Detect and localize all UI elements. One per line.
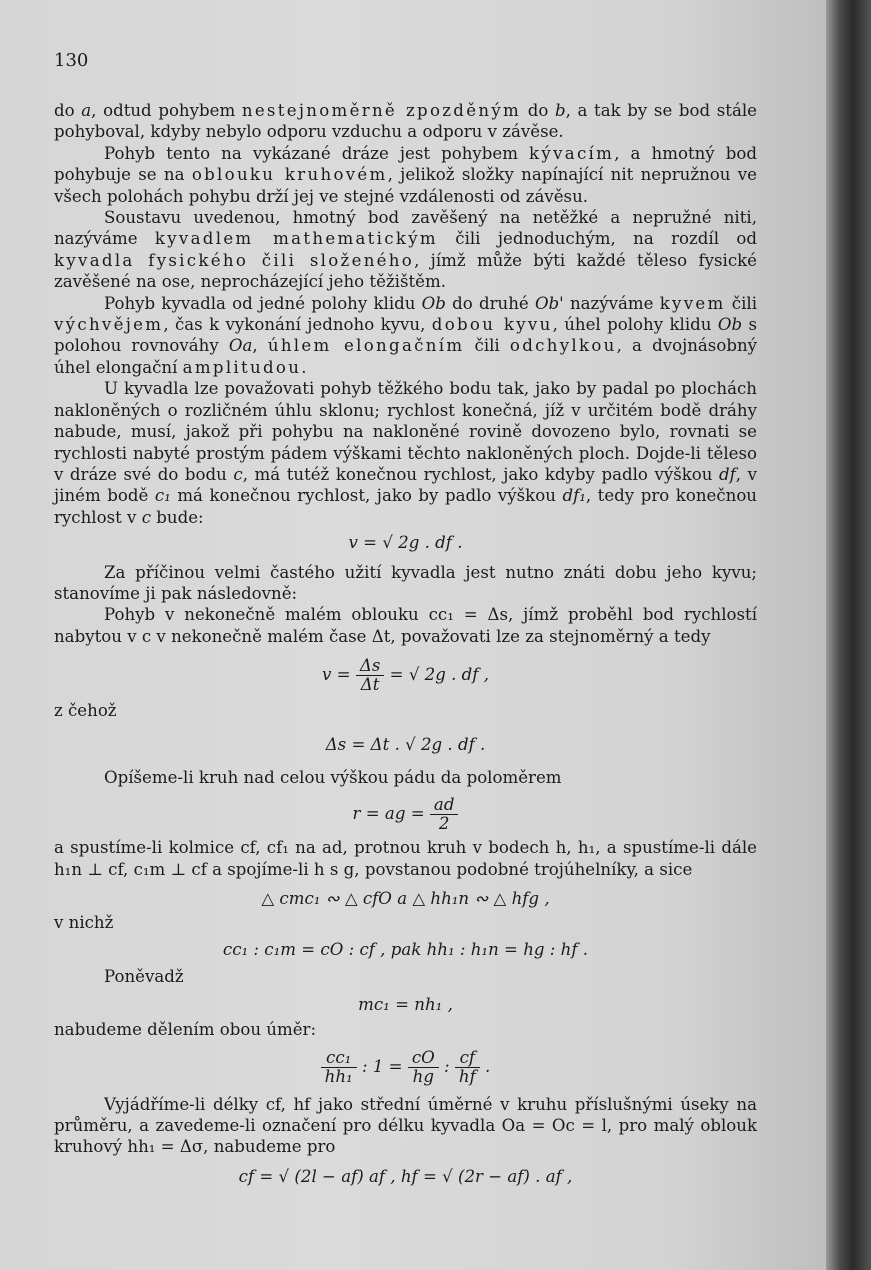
- paragraph-1: do a, odtud pohybem nestejnoměrně zpozděným do b, a tak by se bod stále pohyboval, kdyby nebylo odporu vzduchu a odporu v závěse.: [54, 101, 757, 142]
- equation-velocity: v = √ 2g . df .: [348, 533, 463, 553]
- equation-ds: Δs = Δt . √ 2g . df .: [325, 734, 486, 754]
- paragraph-8: Opíšeme-li kruh nad celou výškou pádu da poloměrem: [104, 767, 562, 787]
- equation-mc-nh: mc₁ = nh₁ ,: [358, 994, 453, 1014]
- label-z-ceho: z čehož: [54, 701, 117, 721]
- fraction-ad-2: $\frac{ad}{2}$: [430, 796, 459, 833]
- fraction-cf-hf: $\frac{cf}{hf}$: [455, 1049, 480, 1086]
- equation-division: $\frac{\text{cc₁}}{\text{hh₁}}$ : 1 = $\frac{cO}{hg}$ : $\frac{cf}{hf}$ .: [54, 1049, 757, 1086]
- paragraph-5: U kyvadla lze považovati pohyb těžkého bodu tak, jako by padal po plochách nakloněných o rozličném úhlu sklonu; rychlost konečná, jíž v určitém bodě dráhy nabude, musí, jakož při pohybu na nakloněné rovině dovozeno bylo, rovnati se rychlosti nabyté prostým pádem výškami těchto nakloněných ploch. Dojde-li těleso v dráze své do bodu c, má tutéž konečnou rychlost, jako kdyby padlo výškou df, v jiném bodě c₁ má konečnou rychlost, jako by padlo výškou df₁, tedy pro konečnou rychlost v c bude:: [54, 379, 757, 527]
- label-ponevadz: Poněvadž: [104, 967, 184, 987]
- equation-cf-hf: cf = √ (2l − af) af , hf = √ (2r − af) . af ,: [238, 1166, 573, 1186]
- fraction-ds-dt: $\frac{\Delta s}{\Delta t}$: [356, 657, 385, 694]
- paragraph-3: Soustavu uvedenou, hmotný bod zavěšený na netěžké a nepružné niti, nazýváme kyvadlem mathematickým čili jednoduchým, na rozdíl od kyvadla fysického čili složeného, jímž může býti každé těleso fysické zavěšené na ose, neprocházející jeho těžištěm.: [54, 208, 757, 292]
- fraction-cO-hg: $\frac{cO}{hg}$: [408, 1049, 439, 1086]
- paragraph-6: Za příčinou velmi častého užití kyvadla jest nutno znáti dobu jeho kyvu; stanovíme ji pak následovně:: [54, 562, 757, 603]
- fraction-cc1-hh1: $\frac{\text{cc₁}}{\text{hh₁}}$: [321, 1049, 357, 1086]
- body-text: [54, 100, 757, 1187]
- book-gutter: [826, 0, 871, 1270]
- equation-ratio: v = $\frac{\Delta s}{\Delta t}$ = √ 2g . df ,: [322, 656, 489, 695]
- equation-proportions: cc₁ : c₁m = cO : cf , pak hh₁ : h₁n = hg : hf .: [222, 940, 589, 959]
- paragraph-4: Pohyb kyvadla od jedné polohy klidu Ob do druhé Ob' nazýváme kyvem čili výchvějem, čas k vykonání jednoho kyvu, dobou kyvu, úhel polohy klidu Ob s polohou rovnováhy Oa, úhlem elongačním čili odchylkou, a dvojnásobný úhel elongační amplitudou.: [54, 293, 758, 377]
- label-v-nichz: v nichž: [54, 912, 114, 932]
- equation-similar-triangles: △ cmc₁ ∾ △ cfO a △ hh₁n ∾ △ hfg ,: [261, 889, 550, 909]
- paragraph-7: Pohyb v nekonečně malém oblouku cc₁ = Δs, jímž proběhl bod rychlostí nabytou v c v nekonečně malém čase Δt, považovati lze za stejnoměrný a tedy: [54, 605, 757, 646]
- paragraph-11: Vyjádříme-li délky cf, hf jako střední úměrné v kruhu příslušnými úseky na průměru, a zavedeme-li označení pro délku kyvadla Oa = Oc = l, pro malý oblouk kruhový hh₁ = Δσ, nabudeme pro: [54, 1094, 757, 1157]
- paragraph-10: nabudeme dělením obou úměr:: [54, 1020, 317, 1040]
- paragraph-9: a spustíme-li kolmice cf, cf₁ na ad, protnou kruh v bodech h, h₁, a spustíme-li dále h₁n ⊥ cf, c₁m ⊥ cf a spojíme-li h s g, povstanou podobné trojúhelníky, a sice: [54, 838, 757, 879]
- page-number: 130: [54, 50, 89, 71]
- equation-radius: r = ag = $\frac{ad}{2}$: [54, 796, 757, 833]
- paragraph-2: Pohyb tento na vykázané dráze jest pohybem kývacím, a hmotný bod pohybuje se na oblouku kruhovém, jelikož složky napínající nit nepružnou ve všech polohách pohybu drží jej ve stejné vzdálenosti od závěsu.: [54, 143, 757, 206]
